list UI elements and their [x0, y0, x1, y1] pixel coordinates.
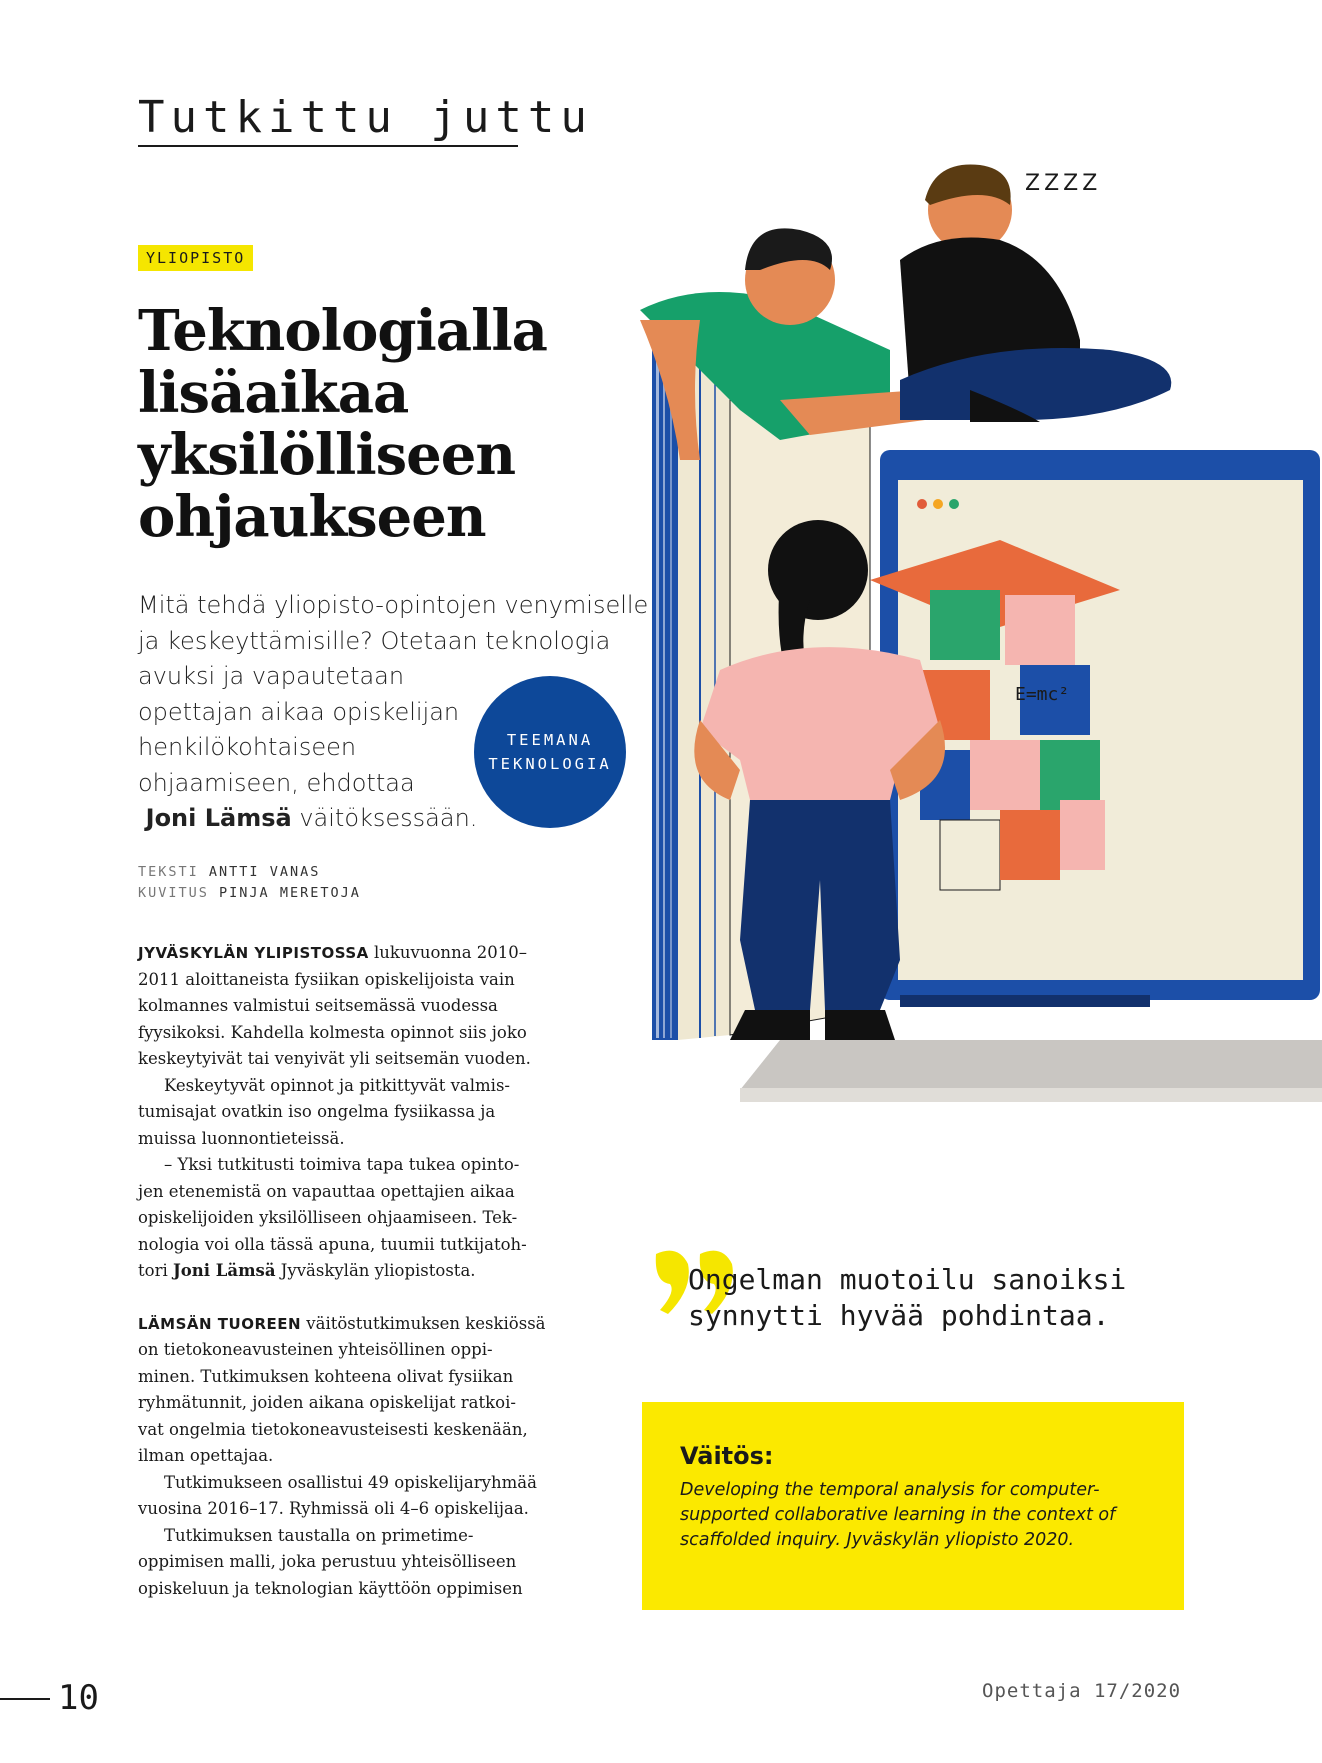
- pull-quote-line: synnytti hyvää pohdintaa.: [688, 1299, 1110, 1332]
- thesis-line: supported collaborative learning in the context of: [680, 1505, 1116, 1525]
- theme-badge-line2: TEKNOLOGIA: [488, 755, 612, 773]
- body-line: muissa luonnontieteissä.: [138, 1128, 345, 1148]
- credit-text-label: TEKSTI: [138, 864, 199, 880]
- credit-illustration-label: KUVITUS: [138, 885, 209, 901]
- body-text-span: väitöstutkimuksen keskiössä: [301, 1313, 546, 1333]
- body-line: opiskelijoiden yksilölliseen ohjaamiseen. Tek-: [138, 1208, 518, 1227]
- thesis-line: scaffolded inquiry. Jyväskylän yliopisto 2020.: [680, 1530, 1075, 1550]
- body-line: [138, 1311, 568, 1338]
- lead-line: henkilökohtaiseen: [138, 733, 357, 761]
- body-line: [138, 940, 568, 967]
- theme-badge-line1: TEEMANA: [506, 731, 594, 749]
- body-line: 2011 aloittaneista fysiikan opiskelijoista vain: [138, 969, 515, 989]
- credit-text: [138, 862, 361, 883]
- headline-line: yksilölliseen: [138, 422, 516, 488]
- lead-line: Mitä tehdä yliopisto-opintojen venymiselle: [138, 591, 649, 619]
- body-line: on tietokoneavusteinen yhteisöllinen oppi-: [138, 1340, 493, 1359]
- man-sleeping-illustration: [900, 164, 1171, 422]
- lead-line: avuksi ja vapautetaan: [138, 662, 405, 690]
- body-line: Tutkimukseen osallistui 49 opiskelijaryhmää: [164, 1472, 537, 1492]
- body-line: vuosina 2016–17. Ryhmissä oli 4–6 opiskelijaa.: [138, 1499, 529, 1518]
- lead-line: opettajan aikaa opiskelijan: [138, 697, 460, 726]
- body-line: Tutkimuksen taustalla on primetime-: [164, 1525, 474, 1545]
- article-body: [138, 940, 568, 1602]
- body-text-span: tori: [138, 1261, 173, 1280]
- article-credits: [138, 862, 361, 904]
- lead-author-name: Joni Lämsä: [145, 804, 292, 832]
- lead-line: ja keskeyttämisille? Otetaan teknologia: [138, 626, 611, 655]
- body-line: minen. Tutkimuksen kohteena olivat fysiikan: [138, 1366, 514, 1386]
- footer-rule: [0, 1698, 50, 1700]
- body-line: keskeytyivät tai venyivät yli seitsemän vuoden.: [138, 1049, 531, 1068]
- man-green-shirt-illustration: [640, 228, 925, 460]
- body-line: Keskeytyvät opinnot ja pitkittyvät valmis-: [164, 1075, 510, 1095]
- pull-quote: [688, 1262, 1126, 1334]
- lead-line: ohjaamiseen, ehdottaa: [138, 768, 415, 797]
- paragraph-lead-in: LÄMSÄN TUOREEN: [138, 1314, 302, 1333]
- sleep-text: ZZZZ: [1025, 171, 1102, 196]
- credit-illustration: [138, 883, 361, 904]
- article-headline: [138, 300, 608, 548]
- credit-text-author: ANTTI VANAS: [208, 864, 321, 880]
- body-text-span: lukuvuonna 2010–: [368, 943, 528, 962]
- paragraph-lead-in: JYVÄSKYLÄN YLIPISTOSSA: [138, 944, 369, 962]
- page-number: 10: [58, 1678, 99, 1718]
- body-line: jen etenemistä on vapauttaa opettajien aikaa: [138, 1181, 515, 1201]
- paragraph-gap: [138, 1285, 568, 1311]
- headline-line: ohjaukseen: [138, 484, 486, 550]
- body-line: fyysikoksi. Kahdella kolmesta opinnot siis joko: [138, 1022, 527, 1042]
- body-line: nologia voi olla tässä apuna, tuumii tutkijatoh-: [138, 1234, 527, 1254]
- headline-line: Teknologialla: [138, 298, 547, 364]
- body-line: ilman opettajaa.: [138, 1446, 274, 1465]
- body-line: kolmannes valmistui seitsemässä vuodessa: [138, 996, 498, 1015]
- theme-badge: [474, 676, 626, 828]
- lead-ending: väitöksessään.: [291, 804, 478, 832]
- body-line: – Yksi tutkitusti toimiva tapa tukea opinto-: [164, 1155, 520, 1174]
- category-tag: YLIOPISTO: [138, 245, 253, 271]
- headline-line: lisäaikaa: [138, 360, 409, 426]
- pull-quote-line: Ongelman muotoilu sanoiksi: [688, 1263, 1127, 1296]
- credit-illustration-author: PINJA MERETOJA: [219, 885, 361, 901]
- formula-label: E=mc²: [1015, 684, 1070, 705]
- body-line: ryhmätunnit, joiden aikana opiskelijat ratkoi-: [138, 1393, 516, 1412]
- section-header: Tutkittu juttu: [138, 92, 593, 143]
- body-author-name: Joni Lämsä: [172, 1261, 276, 1280]
- body-line: opiskeluun ja teknologian käyttöön oppimisen: [138, 1578, 523, 1598]
- thesis-heading: Väitös:: [680, 1442, 774, 1470]
- body-line: oppimisen malli, joka perustuu yhteisölliseen: [138, 1552, 517, 1571]
- section-header-rule: [138, 145, 518, 147]
- article-illustration: [640, 160, 1322, 1160]
- body-line: [138, 1258, 568, 1285]
- thesis-citation: [680, 1478, 1150, 1553]
- body-line: tumisajat ovatkin iso ongelma fysiikassa ja: [138, 1102, 496, 1121]
- thesis-line: Developing the temporal analysis for computer-: [680, 1480, 1100, 1500]
- body-text-span: Jyväskylän yliopistosta.: [275, 1261, 476, 1280]
- footer-publication: Opettaja 17/2020: [982, 1680, 1182, 1702]
- body-line: vat ongelmia tietokoneavusteisesti keskenään,: [138, 1419, 528, 1439]
